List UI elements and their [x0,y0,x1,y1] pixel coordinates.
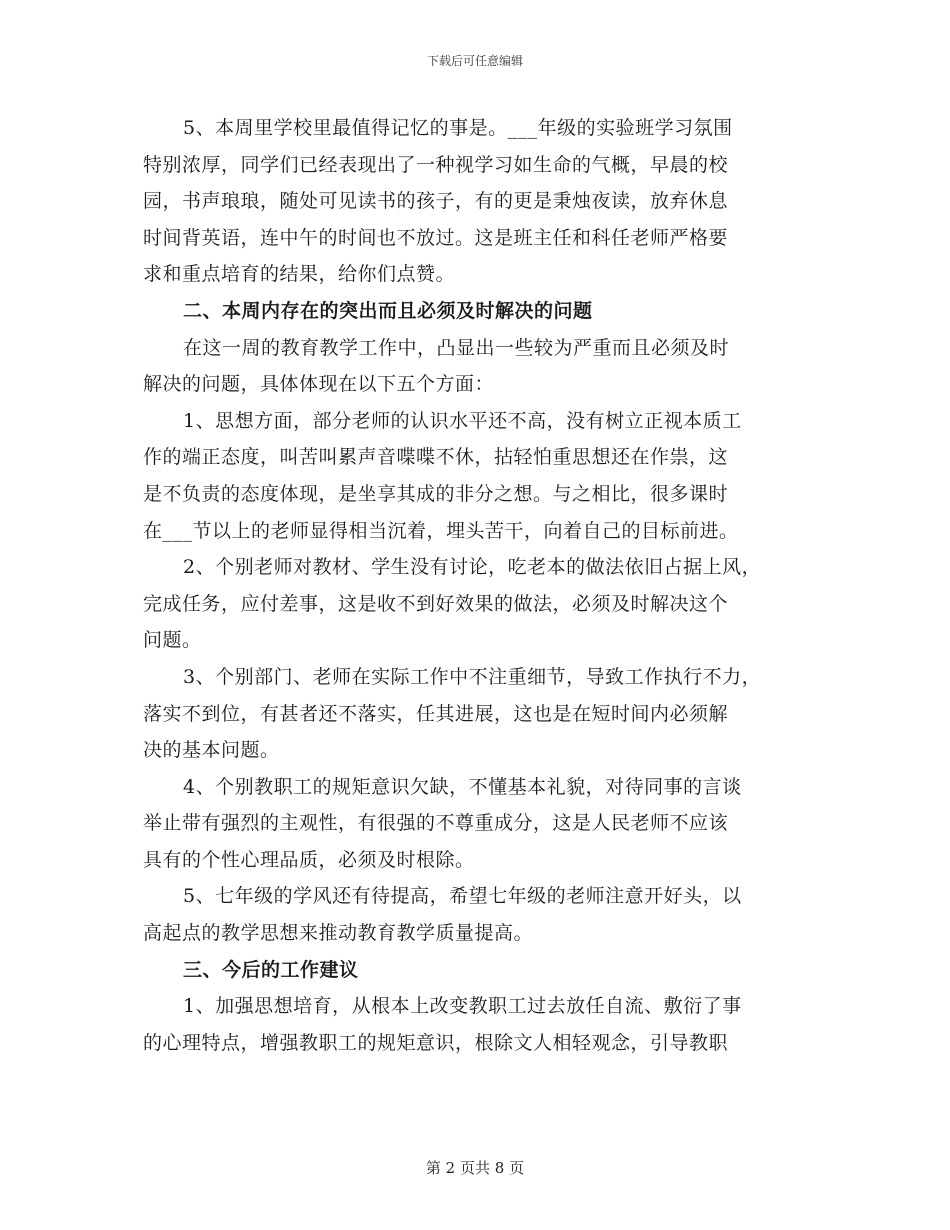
text-line: 在这一周的教育教学工作中，凸显出一些较为严重而且必须及时 [183,336,730,359]
text-line: 高起点的教学思想来推动教育教学质量提高。 [143,922,534,945]
text-line: 时间背英语，连中午的时间也不放过。这是班主任和科任老师严格要 [143,226,729,249]
text-line: 求和重点培育的结果，给你们点赞。 [143,263,456,286]
text-line: 完成任务，应付差事，这是收不到好效果的做法，必须及时解决这个 [143,592,729,615]
text-line: 作的端正态度，叫苦叫累声音喋喋不休，拈轻怕重思想还在作祟，这 [143,446,729,469]
header-note: 下载后可任意编辑 [426,54,523,68]
section-heading: 二、本周内存在的突出而且必须及时解决的问题 [183,299,593,322]
text-line: 举止带有强烈的主观性，有很强的不尊重成分，这是人民老师不应该 [143,812,729,835]
text-line: 1、加强思想培育，从根本上改变教职工过去放任自流、敷衍了事 [183,995,742,1018]
text-line: 5、本周里学校里最值得记忆的事是。___年级的实验班学习氛围 [183,117,733,139]
document-body [143,110,808,1061]
text-line: 2、个别老师对教材、学生没有讨论，吃老本的做法依旧占据上风， [183,556,762,579]
text-line: 园，书声琅琅，随处可见读书的孩子，有的更是秉烛夜读，放弃休息 [143,190,729,213]
text-line: 决的基本问题。 [143,739,280,762]
text-line: 4、个别教职工的规矩意识欠缺，不懂基本礼貌，对待同事的言谈 [183,775,742,798]
text-line: 是不负责的态度体现，是坐享其成的非分之想。与之相比，很多课时 [143,482,729,505]
text-line: 3、个别部门、老师在实际工作中不注重细节，导致工作执行不力， [183,665,762,688]
text-line: 的心理特点，增强教职工的规矩意识，根除文人相轻观念，引导教职 [143,1031,729,1054]
text-line: 特别浓厚，同学们已经表现出了一种视学习如生命的气概，早晨的校 [143,153,729,176]
text-line: 落实不到位，有甚者还不落实，任其进展，这也是在短时间内必须解 [143,702,729,725]
text-line: 1、思想方面，部分老师的认识水平还不高，没有树立正视本质工 [183,409,742,432]
text-line: 解决的问题，具体体现在以下五个方面： [143,373,495,396]
section-heading: 三、今后的工作建议 [183,958,359,981]
text-line: 问题。 [143,629,202,652]
text-line: 具有的个性心理品质，必须及时根除。 [143,848,475,871]
text-line: 在___节以上的老师显得相当沉着，埋头苦干，向着自己的目标前进。 [143,519,739,542]
text-line: 5、七年级的学风还有待提高，希望七年级的老师注意开好头，以 [183,885,742,908]
page-number: 第 2 页共 8 页 [425,1159,525,1177]
